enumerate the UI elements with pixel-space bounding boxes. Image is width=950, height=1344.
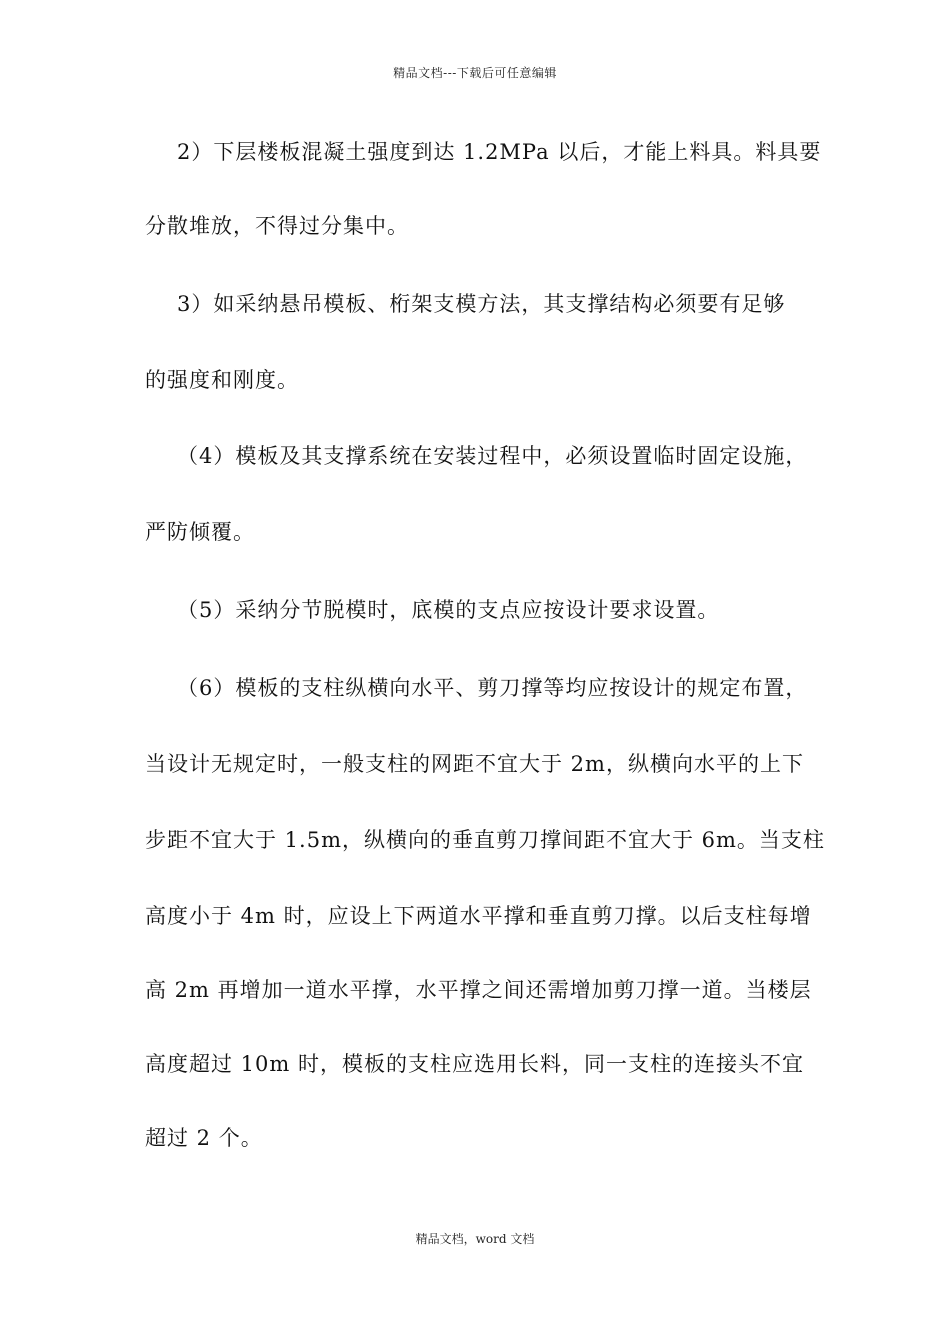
page-header: 精品文档---下载后可任意编辑 [393,66,557,80]
paragraph-line: 当设计无规定时，一般支柱的网距不宜大于 2m，纵横向水平的上下 [145,752,804,776]
paragraph-line: 2）下层楼板混凝土强度到达 1.2MPa 以后，才能上料具。料具要 [177,140,822,164]
paragraph-line: 的强度和刚度。 [145,368,299,392]
paragraph-line: 高度超过 10m 时，模板的支柱应选用长料，同一支柱的连接头不宜 [145,1052,804,1076]
paragraph-line: 高 2m 再增加一道水平撑，水平撑之间还需增加剪刀撑一道。当楼层 [145,978,812,1002]
paragraph-line: （6）模板的支柱纵横向水平、剪刀撑等均应按设计的规定布置， [177,676,808,700]
paragraph-line: 超过 2 个。 [145,1126,263,1150]
paragraph-line: （5）采纳分节脱模时，底模的支点应按设计要求设置。 [177,598,720,622]
paragraph-line: 分散堆放，不得过分集中。 [145,214,409,238]
page-footer: 精品文档，word 文档 [415,1232,535,1246]
paragraph-line: 严防倾覆。 [145,520,255,544]
paragraph-line: （4）模板及其支撑系统在安装过程中，必须设置临时固定设施， [177,444,808,468]
paragraph-line: 3）如采纳悬吊模板、桁架支模方法，其支撑结构必须要有足够 [177,292,786,316]
paragraph-line: 高度小于 4m 时，应设上下两道水平撑和垂直剪刀撑。以后支柱每增 [145,904,812,928]
paragraph-line: 步距不宜大于 1.5m，纵横向的垂直剪刀撑间距不宜大于 6m。当支柱 [145,828,825,852]
